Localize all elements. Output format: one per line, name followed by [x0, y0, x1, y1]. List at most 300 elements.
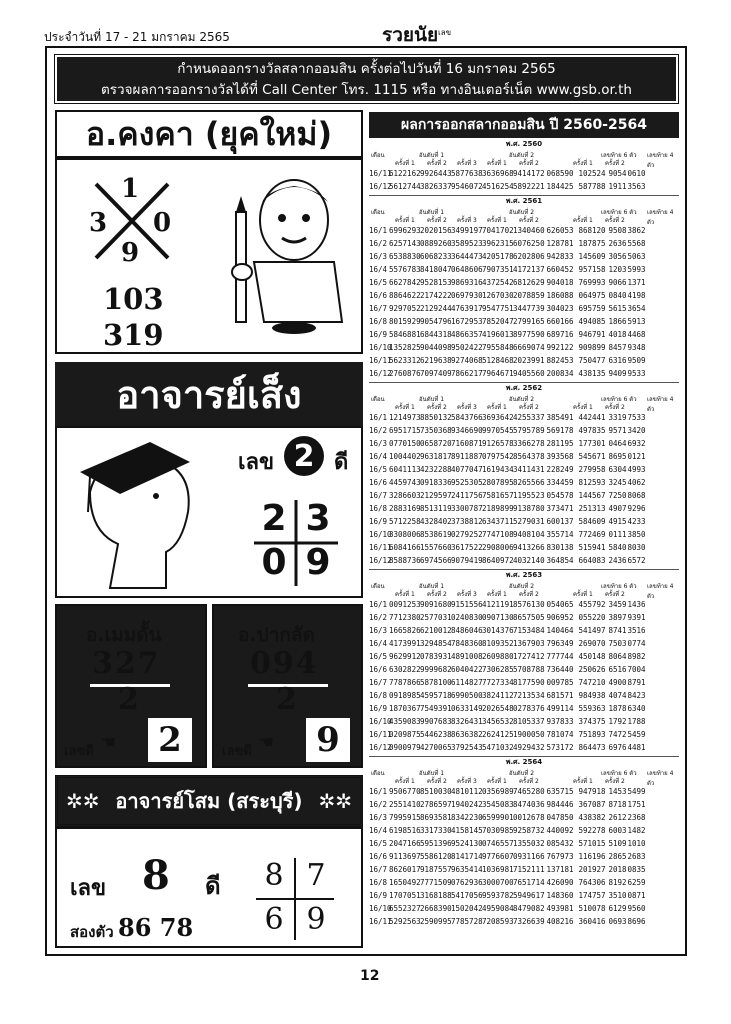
- som-dee-label: ดี: [205, 872, 221, 900]
- table-cell: 5471032: [482, 743, 514, 752]
- table-cell: 4372542: [482, 278, 514, 287]
- table-cell: 5279031: [513, 517, 545, 526]
- table-cell: 909899: [578, 343, 606, 352]
- table-cell: 334459: [546, 478, 574, 487]
- table-cell: 510078: [578, 904, 606, 913]
- table-cell: 6844318: [420, 330, 452, 339]
- table-cell: 600137: [546, 517, 574, 526]
- table-cell: 9296: [627, 504, 646, 513]
- table-cell: 681571: [546, 691, 574, 700]
- table-cell: 6210012: [420, 626, 452, 635]
- table-cell: 16/11: [369, 356, 392, 365]
- seng-good-number: 2: [284, 436, 324, 476]
- table-cell: 0279252: [451, 530, 483, 539]
- table-cell: 5623312: [389, 356, 421, 365]
- table-cell: 812593: [578, 478, 606, 487]
- table-cell: 7787866: [389, 678, 421, 687]
- table-cell: 3168188: [420, 891, 452, 900]
- table-cell: 9502422: [451, 343, 483, 352]
- table-cell: 228249: [546, 465, 574, 474]
- table-cell: 4481: [627, 743, 646, 752]
- table-cell: 385491: [546, 413, 574, 422]
- table-cell: 626053: [546, 226, 574, 235]
- column-label: อันดับที่ 1: [419, 770, 445, 777]
- table-cell: 6340: [627, 704, 646, 713]
- table-cell: 4232288: [420, 465, 452, 474]
- banner-line-2: ตรวจผลการออกรางวัลได้ที่ Call Center โทร. 1115 หรือ ทางอินเตอร์เน็ต www.gsb.or.th: [101, 82, 632, 98]
- table-cell: 9970545: [482, 426, 514, 435]
- table-cell: 1557660: [420, 543, 452, 552]
- table-cell: 054578: [546, 491, 574, 500]
- table-cell: 747210: [578, 678, 606, 687]
- table-cell: 957158: [578, 265, 606, 274]
- column-header: [369, 206, 679, 224]
- table-cell: 8564378: [513, 452, 545, 461]
- table-cell: 16/9: [369, 517, 388, 526]
- table-cell: 7747108: [482, 530, 514, 539]
- table-cell: 5586120: [420, 852, 452, 861]
- table-cell: 0209875: [389, 730, 421, 739]
- table-cell: 8538619: [420, 530, 452, 539]
- year-title: พ.ศ. 2563: [505, 571, 543, 579]
- subcolumn-label: ครั้งที่ 1: [395, 404, 415, 411]
- table-row: [369, 167, 679, 180]
- table-cell: 3589523: [451, 239, 483, 248]
- table-cell: 4077047: [451, 465, 483, 474]
- table-cell: 9079419: [451, 556, 483, 565]
- table-cell: 0900979: [389, 743, 421, 752]
- table-cell: 6627842: [389, 278, 421, 287]
- table-row: [369, 302, 679, 315]
- table-cell: 0840: [608, 291, 627, 300]
- table-cell: 055220: [578, 613, 606, 622]
- table-cell: 3510: [608, 891, 627, 900]
- table-cell: 8693581: [420, 813, 452, 822]
- table-row: [369, 811, 679, 824]
- table-row: [369, 476, 679, 489]
- grid-cell: 9: [306, 902, 326, 937]
- table-row: [369, 289, 679, 302]
- table-cell: 2023991: [513, 356, 545, 365]
- column-label: อันดับที่ 1: [419, 583, 445, 590]
- table-row: [369, 676, 679, 689]
- table-cell: 7472: [608, 730, 627, 739]
- results-title: ผลการออกสลากออมสิน ปี 2560-2564: [369, 112, 679, 138]
- table-cell: 250626: [578, 665, 606, 674]
- grid-cell: 0: [261, 542, 287, 583]
- table-cell: 177301: [578, 439, 606, 448]
- year-title: พ.ศ. 2562: [505, 384, 543, 392]
- column-label: อันดับที่ 2: [509, 396, 535, 403]
- table-cell: 5063: [627, 252, 646, 261]
- table-cell: 2865: [608, 852, 627, 861]
- subcolumn-label: ครั้งที่ 3: [457, 591, 477, 598]
- column-label: เลขท้าย 4 ตัว: [647, 396, 674, 413]
- table-cell: 442441: [578, 413, 606, 422]
- table-cell: 9524130: [451, 839, 483, 848]
- table-cell: 573172: [546, 743, 574, 752]
- table-cell: 4900: [608, 678, 627, 687]
- table-cell: 3738812: [451, 517, 483, 526]
- table-cell: 5892221: [513, 182, 545, 191]
- table-cell: 4866357: [451, 330, 483, 339]
- table-row: [369, 367, 679, 380]
- table-cell: 2908006: [482, 543, 514, 552]
- publication-logo-sup: เลข: [438, 28, 452, 37]
- table-cell: 16/9: [369, 891, 388, 900]
- table-cell: 3308006: [389, 530, 421, 539]
- table-cell: 9508: [608, 226, 627, 235]
- table-cell: 541497: [578, 626, 606, 635]
- table-cell: 9560: [627, 904, 646, 913]
- subcolumn-label: ครั้งที่ 1: [395, 217, 415, 224]
- table-cell: 9509: [627, 356, 646, 365]
- table-cell: 8109352: [482, 639, 514, 648]
- table-row: [369, 824, 679, 837]
- table-cell: 7907351: [482, 265, 514, 274]
- table-cell: 559363: [578, 704, 606, 713]
- table-cell: 7549391: [420, 704, 452, 713]
- table-cell: 16/10: [369, 530, 392, 539]
- table-cell: 1619434: [482, 465, 514, 474]
- table-cell: 6316: [608, 356, 627, 365]
- table-cell: 16/7: [369, 865, 388, 874]
- table-cell: 16/10: [369, 343, 392, 352]
- table-cell: 1352825: [389, 343, 421, 352]
- table-cell: 8105337: [513, 717, 545, 726]
- table-cell: 571015: [578, 839, 606, 848]
- table-cell: 493981: [546, 904, 574, 913]
- table-cell: 4959084: [482, 904, 514, 913]
- table-cell: 1866: [608, 317, 627, 326]
- table-cell: 9869316: [451, 278, 483, 287]
- table-cell: 8718: [608, 800, 627, 809]
- table-cell: 9405560: [513, 369, 545, 378]
- table-cell: 7964671: [482, 369, 514, 378]
- column-label: เลขท้าย 6 ตัว: [601, 770, 637, 777]
- table-cell: 1672953: [451, 317, 483, 326]
- table-cell: 569178: [546, 426, 574, 435]
- table-cell: 137181: [546, 865, 574, 874]
- table-row: [369, 263, 679, 276]
- table-cell: 269070: [578, 639, 606, 648]
- table-cell: 5417056: [451, 891, 483, 900]
- results-table: [369, 140, 679, 928]
- table-cell: 3654: [627, 304, 646, 313]
- table-cell: 3792543: [451, 743, 483, 752]
- table-cell: 497835: [578, 426, 606, 435]
- table-cell: 947918: [578, 787, 606, 796]
- table-cell: 438382: [578, 813, 606, 822]
- table-cell: 7208593: [482, 917, 514, 926]
- table-cell: 6129: [608, 904, 627, 913]
- subcolumn-label: ครั้งที่ 1: [487, 778, 507, 785]
- table-cell: 9571: [608, 426, 627, 435]
- table-cell: 882453: [546, 356, 574, 365]
- table-cell: 8576130: [513, 600, 545, 609]
- table-cell: 4929432: [513, 743, 545, 752]
- table-cell: 9506770: [389, 787, 421, 796]
- table-cell: 16/12: [369, 556, 392, 565]
- table-cell: 7771509: [420, 878, 452, 887]
- pointing-hand-icon: ☚: [100, 732, 117, 753]
- table-cell: 6259: [627, 878, 646, 887]
- table-row: [369, 889, 679, 902]
- subcolumn-label: ครั้งที่ 2: [605, 404, 625, 411]
- table-cell: 7581657: [482, 491, 514, 500]
- table-cell: 16/8: [369, 317, 388, 326]
- memdan-badge: 2: [148, 718, 192, 762]
- table-cell: 2807895: [482, 478, 514, 487]
- table-cell: 6302822: [389, 665, 421, 674]
- table-cell: 0610: [627, 169, 646, 178]
- table-row: [369, 237, 679, 250]
- table-cell: 906952: [546, 613, 574, 622]
- table-cell: 8982: [627, 652, 646, 661]
- table-cell: 5459: [627, 730, 646, 739]
- table-cell: 16/5: [369, 278, 388, 287]
- table-row: [369, 180, 679, 193]
- table-cell: 1751: [627, 800, 646, 809]
- table-cell: 16/8: [369, 878, 388, 887]
- table-cell: 4915: [608, 517, 627, 526]
- table-cell: 116196: [578, 852, 606, 861]
- table-cell: 3420: [627, 426, 646, 435]
- table-cell: 4270065: [420, 743, 452, 752]
- table-cell: 0658720: [420, 439, 452, 448]
- table-cell: 9054796: [420, 317, 452, 326]
- table-cell: 3636968: [482, 169, 514, 178]
- table-cell: 904018: [546, 278, 574, 287]
- table-cell: 1900050: [513, 730, 545, 739]
- table-cell: 4032140: [513, 556, 545, 565]
- table-cell: 4359083: [389, 717, 421, 726]
- kongkha-number-1: 103: [103, 282, 164, 316]
- table-cell: 8479082: [513, 904, 545, 913]
- table-cell: 7785728: [451, 917, 483, 926]
- table-cell: 736440: [546, 665, 574, 674]
- table-cell: 0697930: [451, 291, 483, 300]
- table-cell: 9091680: [420, 600, 452, 609]
- table-cell: 8513119: [420, 504, 452, 513]
- table-cell: 8474036: [513, 800, 545, 809]
- table-cell: 9528153: [420, 278, 452, 287]
- table-cell: 750477: [578, 356, 606, 365]
- table-cell: 0762936: [451, 878, 483, 887]
- table-cell: 2047166: [389, 839, 421, 848]
- table-cell: 5109: [608, 839, 627, 848]
- table-cell: 9348: [627, 343, 646, 352]
- table-cell: 0633149: [451, 704, 483, 713]
- table-cell: 5877638: [451, 169, 483, 178]
- subcolumn-label: ครั้งที่ 3: [457, 217, 477, 224]
- table-cell: 5292563: [389, 917, 421, 926]
- table-cell: 3014376: [482, 626, 514, 635]
- table-cell: 3644473: [451, 252, 483, 261]
- table-cell: 200834: [546, 369, 574, 378]
- table-cell: 2636: [608, 239, 627, 248]
- table-cell: 1036981: [482, 865, 514, 874]
- table-cell: 6068233: [420, 252, 452, 261]
- subcolumn-label: ครั้งที่ 1: [573, 217, 593, 224]
- table-cell: 767973: [546, 852, 574, 861]
- table-cell: 8588736: [389, 556, 421, 565]
- table-cell: 393568: [546, 452, 574, 461]
- table-cell: 6552327: [389, 904, 421, 913]
- table-cell: 0012678: [513, 813, 545, 822]
- subcolumn-label: ครั้งที่ 2: [519, 591, 539, 598]
- column-label: อันดับที่ 2: [509, 152, 535, 159]
- table-row: [369, 850, 679, 863]
- seng-number-grid: [254, 500, 338, 586]
- table-cell: 5612744: [389, 182, 421, 191]
- table-cell: 2577031: [420, 613, 452, 622]
- memdan-title: อ.เมมดั้น: [86, 624, 162, 646]
- column-label: เดือน: [371, 152, 385, 159]
- table-cell: 3824112: [482, 691, 514, 700]
- som-lek-label: เลข: [70, 876, 107, 901]
- table-cell: 1727412: [513, 652, 545, 661]
- table-cell: 16/5: [369, 465, 388, 474]
- table-cell: 0464: [608, 439, 627, 448]
- column-header: [369, 580, 679, 598]
- table-cell: 8192: [608, 878, 627, 887]
- table-cell: 4205178: [482, 252, 514, 261]
- table-cell: 9525305: [451, 478, 483, 487]
- table-cell: 9533: [627, 369, 646, 378]
- table-cell: 8640972: [482, 556, 514, 565]
- table-cell: 830138: [546, 543, 574, 552]
- table-cell: 16/4: [369, 639, 388, 648]
- table-cell: 751893: [578, 730, 606, 739]
- table-cell: 16/8: [369, 504, 388, 513]
- table-cell: 545671: [578, 452, 606, 461]
- table-cell: 9138780: [513, 504, 545, 513]
- table-cell: 4516254: [482, 182, 514, 191]
- column-label: อันดับที่ 2: [509, 770, 535, 777]
- year-title: พ.ศ. 2560: [505, 140, 543, 148]
- table-cell: 0770150: [389, 439, 421, 448]
- column-label: เลขท้าย 4 ตัว: [647, 152, 674, 169]
- subcolumn-label: ครั้งที่ 2: [605, 591, 625, 598]
- table-cell: 0783931: [420, 652, 452, 661]
- table-row: [369, 915, 679, 928]
- table-cell: 9409: [608, 369, 627, 378]
- table-cell: 4595718: [420, 691, 452, 700]
- table-cell: 5446238: [420, 730, 452, 739]
- table-cell: 6996293: [389, 226, 421, 235]
- column-header: [369, 149, 679, 167]
- table-cell: 796349: [546, 639, 574, 648]
- table-cell: 450148: [578, 652, 606, 661]
- table-cell: 689716: [546, 330, 574, 339]
- table-row: [369, 837, 679, 850]
- table-cell: 054065: [546, 600, 574, 609]
- table-cell: 2368: [627, 813, 646, 822]
- table-cell: 1792: [608, 717, 627, 726]
- table-cell: 8510030: [420, 787, 452, 796]
- table-cell: 6198516: [389, 826, 421, 835]
- table-cell: 187875: [578, 239, 606, 248]
- table-cell: 8864622: [389, 291, 421, 300]
- table-cell: 6041113: [389, 465, 421, 474]
- table-cell: 9629912: [389, 652, 421, 661]
- table-cell: 2624125: [482, 730, 514, 739]
- table-row: [369, 515, 679, 528]
- seng-title: อาจารย์เส็ง: [55, 362, 363, 426]
- table-cell: 992122: [546, 343, 574, 352]
- table-cell: 4255337: [513, 413, 545, 422]
- column-label: อันดับที่ 2: [509, 209, 535, 216]
- table-cell: 1195523: [513, 491, 545, 500]
- table-cell: 148360: [546, 891, 574, 900]
- table-cell: 1436: [627, 600, 646, 609]
- table-row: [369, 876, 679, 889]
- table-cell: 4468: [627, 330, 646, 339]
- table-cell: 9346690: [451, 426, 483, 435]
- table-cell: 455792: [578, 600, 606, 609]
- subcolumn-label: ครั้งที่ 2: [519, 217, 539, 224]
- table-cell: 16/1: [369, 787, 388, 796]
- subcolumn-label: ครั้งที่ 3: [457, 160, 477, 167]
- table-cell: 5128468: [482, 356, 514, 365]
- kongkha-number-2: 319: [103, 318, 164, 352]
- paklad-sub: 2: [276, 682, 297, 717]
- table-cell: 9546072: [451, 182, 483, 191]
- kongkha-bottom-digit: 9: [121, 238, 140, 268]
- table-cell: 7160871: [451, 439, 483, 448]
- column-label: เลขท้าย 6 ตัว: [601, 152, 637, 159]
- table-cell: 3962315: [482, 239, 514, 248]
- table-cell: 8657505: [513, 613, 545, 622]
- table-cell: 373471: [546, 504, 574, 513]
- table-cell: 3862: [627, 226, 646, 235]
- table-row: [369, 354, 679, 367]
- subcolumn-label: ครั้งที่ 2: [427, 160, 447, 167]
- table-cell: 1214973: [389, 413, 421, 422]
- table-cell: 868120: [578, 226, 606, 235]
- som-number-grid: [256, 858, 334, 940]
- seng-lek-label: เลข: [238, 450, 275, 475]
- table-cell: 9408104: [513, 530, 545, 539]
- table-cell: 6219638: [420, 356, 452, 365]
- table-cell: 16/11: [369, 169, 392, 178]
- table-cell: 1203: [608, 265, 627, 274]
- table-row: [369, 276, 679, 289]
- table-cell: 3897: [608, 613, 627, 622]
- subcolumn-label: ครั้งที่ 2: [605, 217, 625, 224]
- table-row: [369, 863, 679, 876]
- table-row: [369, 541, 679, 554]
- table-cell: 0746557: [482, 839, 514, 848]
- table-cell: 5993: [627, 265, 646, 274]
- table-cell: 7350368: [420, 426, 452, 435]
- table-cell: 7533: [627, 413, 646, 422]
- table-cell: 2026548: [482, 704, 514, 713]
- column-label: เลขท้าย 4 ตัว: [647, 583, 674, 600]
- table-cell: 7004: [627, 665, 646, 674]
- table-cell: 0774: [627, 639, 646, 648]
- table-cell: 16/2: [369, 613, 388, 622]
- table-cell: 5913: [627, 317, 646, 326]
- table-cell: 9631817: [420, 452, 452, 461]
- column-label: อันดับที่ 2: [509, 583, 535, 590]
- table-cell: 3459: [608, 600, 627, 609]
- column-label: อันดับที่ 1: [419, 209, 445, 216]
- table-cell: 4907: [608, 504, 627, 513]
- table-cell: 9926443: [420, 169, 452, 178]
- column-label: อันดับที่ 1: [419, 152, 445, 159]
